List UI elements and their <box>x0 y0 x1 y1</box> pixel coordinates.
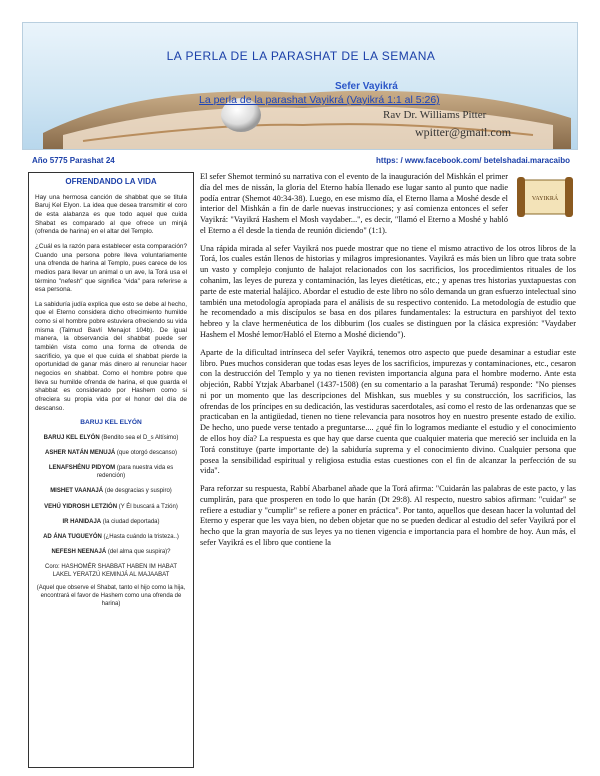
song-line-hebrew: IR HANIDAJA <box>62 518 102 525</box>
meta-bar <box>30 156 570 168</box>
song-line-hebrew: VEHÚ YIDROSH LETZIÓN <box>44 503 118 510</box>
song-line-hebrew: MISHET VAANAJÁ <box>50 488 104 495</box>
song-line <box>35 464 187 480</box>
book-name: Sefer Vayikrá <box>335 81 398 92</box>
song-line-hebrew: LENAFSHÉNU PIDYOM <box>48 465 116 472</box>
scroll-label: VAYIKRÁ <box>531 196 559 202</box>
song-line <box>35 449 187 457</box>
song-line-hebrew: AD ÁNA TUGUEYÓN <box>43 533 102 540</box>
page-title: LA PERLA DE LA PARASHAT DE LA SEMANA <box>166 49 436 63</box>
song-line-hebrew: BARUJ KEL ELYÓN <box>43 435 100 442</box>
article-subtitle[interactable]: La perla de la parashat Vayikrá (Vayikrá 1:1 al 5:26) <box>199 94 440 106</box>
sidebar-box <box>28 172 194 768</box>
song-line <box>35 434 187 442</box>
song-line <box>35 487 187 495</box>
song-lines <box>35 434 187 556</box>
torah-scroll-image <box>514 174 576 220</box>
header-banner <box>22 22 578 150</box>
author-name: Rav Dr. Williams Pitter <box>383 109 487 121</box>
song-line <box>35 503 187 511</box>
chorus-translation: (Aquel que observe el Shabat, tanto el hijo como la hija, encontrará el favor de Hashem como una ofrenda de harina) <box>36 585 186 608</box>
sidebar-title: OFRENDANDO LA VIDA <box>65 177 157 186</box>
song-line-translation: (de desgracias y suspiro) <box>103 488 172 495</box>
song-line <box>35 548 187 556</box>
main-paragraph-2: Una rápida mirada al sefer Vayikrá nos puede mostrar que no tiene el mismo atractivo de los otros libros de la Torá, los cuales están llenos de historias y milagros impresionantes. Vayikrá es más bien un libro que trata sobre un vasto y complejo conjunto de halajot relacionados con los sacrificios, los procedimientos rituales de los cohanim, las leyes de pureza y contaminación, las leyes dietéticas, etc.; y apenas tres historias yuxtapuestas con parte de este material halájico. Abordar el estudio de este libro no sólo demanda un gran esfuerzo intelectual sino también una metodología apropiada para el análisis de su respectivo contenido. La metodología de estudio que he recomendado a mis discípulos se basa en dos pilares fundamentales: la estructura en parshiyot del texto hebreo y la clave hermenéutica de los dibburim (los cuales se distinguen por la clásica expresión: "Vaydaber Hashem el Moshé lemor/Habló el Eterno a Moshé diciendo"). <box>200 243 576 339</box>
sidebar-paragraph-2: ¿Cuál es la razón para establecer esta comparación? Cuando una persona pobre lleva voluntariamente una ofrenda de harina al Templo, pues carece de los medios para llevar un animal o un ave, la Torá usa el término "nefesh" que significa "vida" para referirse a esa persona. <box>35 243 187 294</box>
song-line-translation: (¿Hasta cuándo la tristeza..) <box>101 533 179 540</box>
main-article <box>200 172 576 768</box>
song-chorus: Coro: HASHOMÉR SHABBAT HABEN IM HABAT LAKEL YERATZÚ KEMINJÁ AL MAJAABAT <box>44 563 178 578</box>
author-email[interactable]: wpitter@gmail.com <box>415 125 512 139</box>
song-line <box>35 518 187 526</box>
song-line <box>35 533 187 541</box>
main-paragraph-4: Para reforzar su respuesta, Rabbí Abarbanel añade que la Torá afirma: "Cuidarán las palabras de este pacto, y las cumplirán, para que prosperen en todo lo que harán (Dt 29:8). Al respecto, nuestro sabios afirman: "cuidar" se refiere a estudiar y "cumplir" se refiere a poner en práctica". Por tanto, aquellos que desean hacer la voluntad del Eterno y esperar que les vaya bien, no deben objetar que no se pueden dedicar al estudio del sefer Vayikrá por el hecho que la gran mayoría de sus leyes ya no tienen vigencia e importancia para el hombre de hoy. Aun más, el sefer Vayikrá es el libro que contiene la <box>200 484 576 547</box>
main-paragraph-1: El sefer Shemot terminó su narrativa con el evento de la inauguración del Mishkán el primer día del mes de nissán, la gloria del Eterno había llenado ese lugar santo al punto que nadie podía entrar (Shemot 40:34-38). Luego, en ese mismo día, el Eterno llama a Moshé desde el interior del Mishkán a fin de darle nuevas instrucciones; y así comienza entonces el sefer Vayikrá: "Vayikrá Hashem el Mosh vaydaber...", es decir, "llamó el Eterno a Moshé y habló el Eterno a él desde la tienda de reunión diciendo" (1:1). <box>200 172 508 235</box>
facebook-link[interactable]: https: / www.facebook.com/ betelshadai.maracaibo <box>376 156 570 165</box>
song-line-translation: (la ciudad deportada) <box>101 518 160 525</box>
main-paragraph-3: Aparte de la dificultad intrínseca del sefer Vayikrá, tenemos otro aspecto que puede desaminar a estudiar este libro. Pues muchos consideran que todas esas leyes de los sacrificios, impurezas y contaminaciones, etc., cesaron con la destrucción del Templo y ya no tienen revisten importancia alguna para el hombre moderno. Ante esta objeción, Rabbí Ytzjak Abarbanel (1437-1508) (en su comentario a la parashat Terumá) responde: "No pienses ni por un momento que las descripciones del Mishkan, sus muebles y su construcción, los sacrificios, las ofrendas de los príncipes en su dedicación, las vestiduras sacerdotales, así como el resto de las ordenanzas que se practicaban en la antigüedad, tienen no tiene relevancia para nosotros hoy en nuestro presente estado de exilio. De hecho, uno puede verse tentado a preguntarse.... ¿qué fin lo logramos mediante el estudio y el conocimiento de ellos hoy día? La respuesta es que hay que darse cuenta que cualquier materia que mereció ser incluida en la Torá constituye (parte importante de) la sabiduría suprema y el conocimiento divino. Cualquier persona que posea la sensibilidad espiritual y religiosa estudia estas cuestiones con el fin de alcanzar la perfección de su vida". <box>200 347 576 476</box>
song-line-hebrew: NEFESH NEENAJÁ <box>51 548 107 555</box>
sidebar-paragraph-1: Hay una hermosa canción de shabbat que se titula Baruj Kel Elyon. La idea que desea transmitir el coro de esta alabanza es que todo aquel que cuida Shabat es comparado al que ofrece un minjá (ofrenda de harina) en el altar del Templo. <box>35 193 187 236</box>
sidebar-paragraph-3: La sabiduría judía explica que esto se debe al hecho, que el Eterno considera dicho ofrecimiento humilde como si el hombre pobre estuviera ofreciendo su vida misma (Talmud Bavlí Menajot 104b). De igual manera, la observancia del shabbat puede ser también vista como una forma de ofrenda de sacrificio, ya que el que cuida el shabbat pierde la oportunidad de ganar más dinero al renunciar hacer negocios en shabbat. Como el hombre pobre que lleva su humilde ofrenda de harina, el que guarda el shabbat es considerado por Hashem como si ofreciera su propia vida por el honor del día de descanso. <box>35 300 187 412</box>
song-line-translation: (para nuestra vida es redención) <box>96 465 174 480</box>
year-parasha: Año 5775 Parashat 24 <box>32 156 115 165</box>
song-line-hebrew: ASHER NATÁN MENUJÁ <box>45 450 116 457</box>
song-line-translation: (que otorgó descanso) <box>115 450 177 457</box>
song-title: BARUJ KEL ELYÓN <box>80 419 142 427</box>
song-line-translation: (Y Él buscará a Tzión) <box>117 503 178 510</box>
song-line-translation: (Bendito sea el D_s Altísimo) <box>99 435 179 442</box>
song-line-translation: (del alma que suspira)? <box>106 548 171 555</box>
